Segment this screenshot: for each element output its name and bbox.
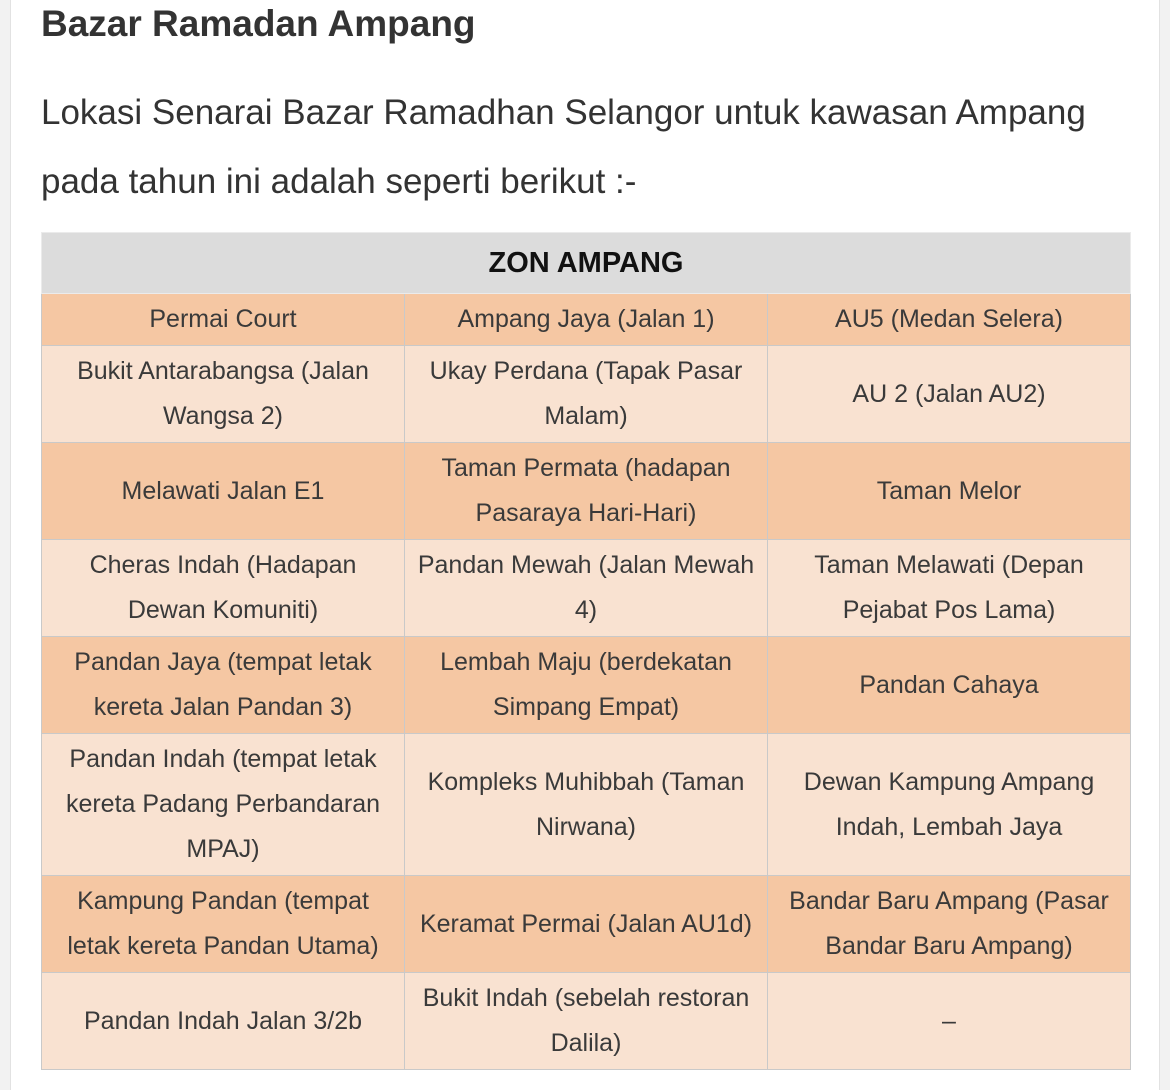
table-cell: AU 2 (Jalan AU2) xyxy=(768,346,1131,443)
table-cell: Pandan Indah (tempat letak kereta Padang Perbandaran MPAJ) xyxy=(42,734,405,876)
table-cell: Taman Permata (hadapan Pasaraya Hari-Hari) xyxy=(405,443,768,540)
table-cell: Kompleks Muhibbah (Taman Nirwana) xyxy=(405,734,768,876)
table-cell: – xyxy=(768,973,1131,1070)
table-cell: Pandan Jaya (tempat letak kereta Jalan Pandan 3) xyxy=(42,637,405,734)
table-cell: Ampang Jaya (Jalan 1) xyxy=(405,294,768,346)
table-cell: Pandan Indah Jalan 3/2b xyxy=(42,973,405,1070)
table-cell: Bukit Antarabangsa (Jalan Wangsa 2) xyxy=(42,346,405,443)
table-title: ZON AMPANG xyxy=(42,233,1131,294)
table-cell: Kampung Pandan (tempat letak kereta Pandan Utama) xyxy=(42,876,405,973)
intro-paragraph: Lokasi Senarai Bazar Ramadhan Selangor untuk kawasan Ampang pada tahun ini adalah seperti berikut :- xyxy=(41,93,1086,201)
table-cell: Pandan Cahaya xyxy=(768,637,1131,734)
table-cell: Lembah Maju (berdekatan Simpang Empat) xyxy=(405,637,768,734)
table-cell: Cheras Indah (Hadapan Dewan Komuniti) xyxy=(42,540,405,637)
table-row xyxy=(42,734,1131,876)
table-row xyxy=(42,294,1131,346)
table-cell: Pandan Mewah (Jalan Mewah 4) xyxy=(405,540,768,637)
table-cell: AU5 (Medan Selera) xyxy=(768,294,1131,346)
table-row xyxy=(42,346,1131,443)
table-cell: Taman Melor xyxy=(768,443,1131,540)
table-cell: Taman Melawati (Depan Pejabat Pos Lama) xyxy=(768,540,1131,637)
table-cell: Bukit Indah (sebelah restoran Dalila) xyxy=(405,973,768,1070)
table-row xyxy=(42,973,1131,1070)
table-cell: Dewan Kampung Ampang Indah, Lembah Jaya xyxy=(768,734,1131,876)
table-cell: Keramat Permai (Jalan AU1d) xyxy=(405,876,768,973)
table-cell: Permai Court xyxy=(42,294,405,346)
table-row xyxy=(42,443,1131,540)
table-cell: Melawati Jalan E1 xyxy=(42,443,405,540)
table-row xyxy=(42,540,1131,637)
article-card xyxy=(10,0,1160,1090)
table-cell: Ukay Perdana (Tapak Pasar Malam) xyxy=(405,346,768,443)
article-heading: Bazar Ramadan Ampang xyxy=(41,3,476,44)
table-row xyxy=(42,876,1131,973)
table-cell: Bandar Baru Ampang (Pasar Bandar Baru Ampang) xyxy=(768,876,1131,973)
bazaar-location-table xyxy=(41,232,1131,1070)
table-row xyxy=(42,637,1131,734)
